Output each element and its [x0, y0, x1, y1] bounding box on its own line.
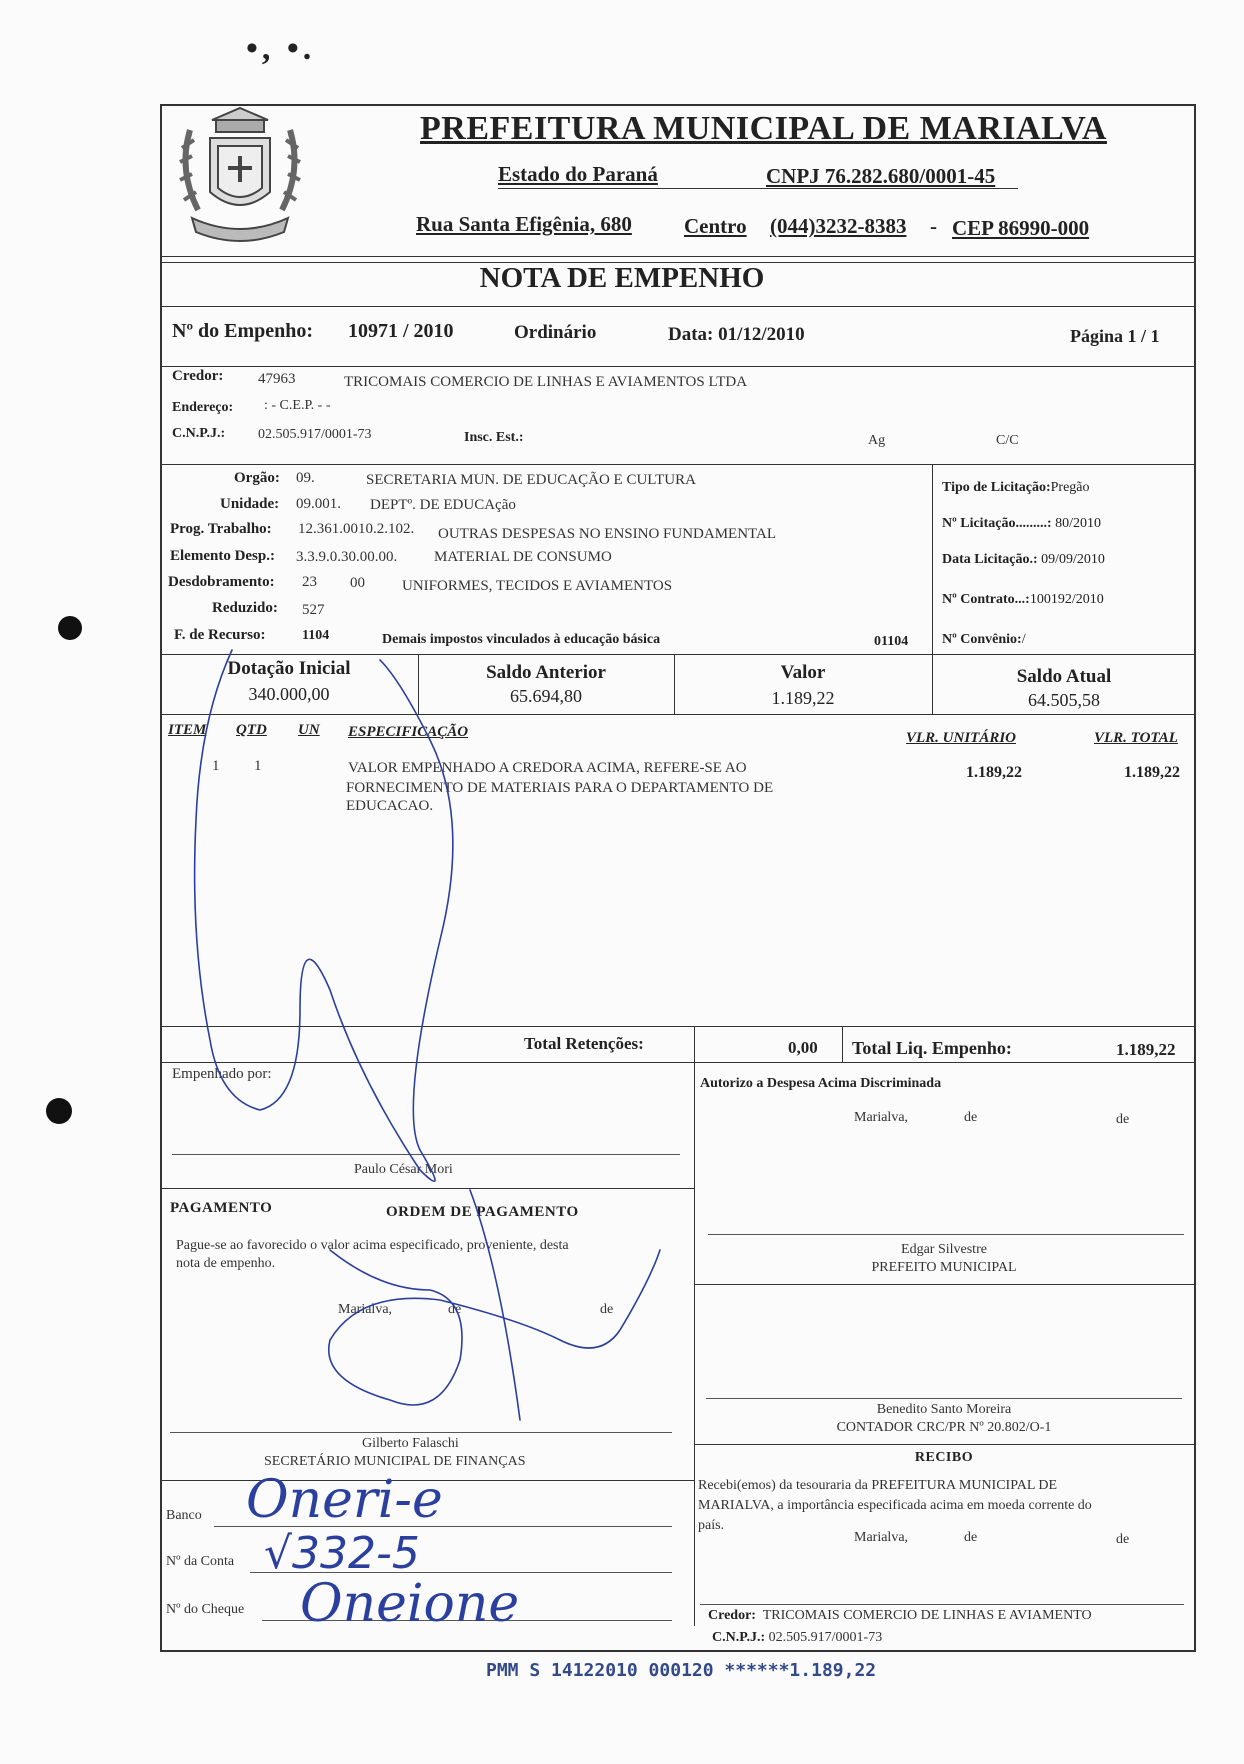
coat-of-arms: [168, 100, 312, 250]
ag-label: Ag: [868, 433, 886, 448]
empenho-date: Data: 01/12/2010: [668, 324, 805, 345]
finance-name: Gilberto Falaschi: [362, 1436, 459, 1451]
retencoes-label: Total Retenções:: [524, 1034, 644, 1053]
address-label: Endereço:: [172, 400, 234, 415]
empenhado-name: Paulo César Mori: [354, 1162, 453, 1177]
item-spec-line1: VALOR EMPENHADO A CREDORA ACIMA, REFERE-SE AO: [348, 760, 747, 776]
liq-label: Total Liq. Empenho:: [852, 1038, 1012, 1058]
pague-line1: Pague-se ao favorecido o valor acima especificado, proveniente, desta: [176, 1238, 569, 1253]
scan-marks: •, •.: [246, 30, 316, 67]
recibo-credor: Credor: TRICOMAIS COMERCIO DE LINHAS E AVIAMENTO: [708, 1608, 1092, 1623]
document-title: NOTA DE EMPENHO: [479, 262, 765, 294]
empenho-label: Nº do Empenho:: [172, 320, 314, 342]
cc-label: C/C: [996, 433, 1019, 448]
pague-line2: nota de empenho.: [176, 1256, 276, 1271]
retencoes-value: 0,00: [788, 1038, 818, 1057]
reduzido-value: 527: [302, 602, 325, 618]
dotacao-label: Dotação Inicial: [227, 658, 351, 679]
autorizo-de2: de: [1116, 1112, 1130, 1127]
autorizo-place: Marialva,: [854, 1110, 909, 1125]
header-title: PREFEITURA MUNICIPAL DE MARIALVA: [420, 110, 1107, 147]
header-separator: -: [930, 214, 937, 238]
num-licitacao: Nº Licitação.........: 80/2010: [942, 516, 1101, 531]
recibo-de1: de: [964, 1530, 978, 1545]
saldo-anterior-value: 65.694,80: [510, 686, 582, 706]
recibo-line3: país.: [698, 1518, 725, 1533]
mayor-name: Edgar Silvestre: [901, 1242, 987, 1257]
dotacao-value: 340.000,00: [248, 684, 330, 704]
desdobramento-code1: 23: [302, 574, 317, 590]
col-vlr-unitario: VLR. UNITÁRIO: [906, 730, 1017, 746]
accountant-title: CONTADOR CRC/PR Nº 20.802/O-1: [836, 1420, 1052, 1435]
data-licitacao: Data Licitação.: 09/09/2010: [942, 552, 1105, 567]
elemento-label: Elemento Desp.:: [170, 548, 275, 564]
saldo-anterior-label: Saldo Anterior: [486, 662, 606, 683]
col-un: UN: [298, 722, 320, 738]
liq-value: 1.189,22: [1116, 1040, 1176, 1059]
orgao-label: Orgão:: [234, 470, 280, 486]
handwritten-cheque: Oneione: [300, 1574, 520, 1634]
header-phone: (044)3232-8383: [770, 214, 907, 238]
header-state: Estado do Paraná: [498, 162, 658, 186]
recibo-line1: Recebi(emos) da tesouraria da PREFEITURA MUNICIPAL DE: [698, 1478, 1058, 1493]
item-spec-line3: EDUCACAO.: [346, 798, 434, 814]
header-cep: CEP 86990-000: [952, 216, 1090, 240]
handwritten-conta: √332-5: [264, 1528, 420, 1579]
saldo-atual-value: 64.505,58: [1028, 690, 1100, 710]
recurso-code: 1104: [302, 628, 330, 643]
item-number: 1: [212, 758, 220, 774]
ordem-label: ORDEM DE PAGAMENTO: [386, 1204, 579, 1220]
punch-hole-bottom: [46, 1098, 72, 1124]
col-especificacao: ESPECIFICAÇÃO: [348, 724, 469, 740]
punch-hole-top: [58, 616, 82, 640]
unidade-label: Unidade:: [220, 496, 280, 512]
reduzido-label: Reduzido:: [212, 600, 278, 616]
orgao-name: SECRETARIA MUN. DE EDUCAÇÃO E CULTURA: [366, 472, 696, 488]
col-qtd: QTD: [236, 722, 267, 738]
credor-label: Credor:: [172, 368, 224, 384]
saldo-atual-label: Saldo Atual: [1016, 666, 1112, 687]
handwritten-banco: Oneri-e: [246, 1470, 443, 1530]
autorizo-de1: de: [964, 1110, 978, 1125]
empenho-number: 10971 / 2010: [348, 320, 454, 342]
mayor-title: PREFEITO MUNICIPAL: [871, 1260, 1017, 1275]
desdobramento-code2: 00: [350, 575, 365, 591]
prog-name: OUTRAS DESPESAS NO ENSINO FUNDAMENTAL: [438, 526, 776, 542]
recurso-name: Demais impostos vinculados à educação básica: [382, 632, 661, 647]
header-cnpj: CNPJ 76.282.680/0001-45: [766, 164, 996, 188]
insc-label: Insc. Est.:: [464, 430, 524, 445]
tipo-licitacao: Tipo de Licitação:Pregão: [942, 480, 1090, 495]
prog-code: 12.361.0010.2.102.: [298, 521, 415, 537]
empenho-page: Página 1 / 1: [1070, 326, 1160, 346]
credor-cnpj-label: C.N.P.J.:: [172, 426, 226, 441]
item-unit-value: 1.189,22: [966, 764, 1022, 781]
banco-label: Banco: [166, 1508, 202, 1523]
item-spec-line2: FORNECIMENTO DE MATERIAIS PARA O DEPARTAMENTO DE: [346, 780, 774, 796]
recurso-extra: 01104: [874, 634, 909, 649]
elemento-name: MATERIAL DE CONSUMO: [434, 549, 612, 565]
recibo-de2: de: [1116, 1532, 1130, 1547]
ordem-de1: de: [448, 1302, 462, 1317]
footer-print: PMM S 14122010 000120 ******1.189,22: [486, 1660, 877, 1681]
recibo-title: RECIBO: [914, 1450, 974, 1465]
header-street: Rua Santa Efigênia, 680: [416, 212, 632, 236]
contrato: Nº Contrato...:100192/2010: [942, 592, 1104, 607]
recibo-place: Marialva,: [854, 1530, 909, 1545]
ordem-de2: de: [600, 1302, 614, 1317]
accountant-name: Benedito Santo Moreira: [876, 1402, 1012, 1417]
convenio: Nº Convênio:/: [942, 632, 1026, 647]
recibo-line2: MARIALVA, a importância especificada acima em moeda corrente do: [698, 1498, 1092, 1513]
valor-value: 1.189,22: [771, 688, 835, 708]
item-total-value: 1.189,22: [1124, 764, 1180, 781]
elemento-code: 3.3.9.0.30.00.00.: [296, 549, 398, 565]
valor-label: Valor: [780, 662, 826, 683]
prog-label: Prog. Trabalho:: [170, 521, 272, 537]
credor-name: TRICOMAIS COMERCIO DE LINHAS E AVIAMENTOS LTDA: [344, 374, 748, 390]
credor-code: 47963: [258, 371, 296, 387]
conta-label: Nº da Conta: [166, 1554, 235, 1569]
empenhado-label: Empenhado por:: [172, 1066, 272, 1082]
autorizo-label: Autorizo a Despesa Acima Discriminada: [700, 1076, 942, 1091]
coat-of-arms-icon: [168, 100, 312, 250]
header-district: Centro: [684, 214, 747, 238]
col-item: ITEM: [168, 722, 207, 738]
empenho-type: Ordinário: [514, 322, 597, 343]
unidade-code: 09.001.: [296, 496, 341, 512]
orgao-code: 09.: [296, 470, 315, 486]
recurso-label: F. de Recurso:: [174, 627, 266, 643]
cheque-label: Nº do Cheque: [166, 1602, 245, 1617]
address-value: : - C.E.P. - -: [264, 398, 331, 413]
desdobramento-label: Desdobramento:: [168, 574, 275, 590]
unidade-name: DEPTº. DE EDUCAção: [370, 497, 516, 513]
finance-title: SECRETÁRIO MUNICIPAL DE FINANÇAS: [264, 1454, 526, 1469]
ordem-place: Marialva,: [338, 1302, 393, 1317]
desdobramento-name: UNIFORMES, TECIDOS E AVIAMENTOS: [402, 578, 673, 594]
credor-cnpj-value: 02.505.917/0001-73: [258, 427, 372, 442]
recibo-cnpj: C.N.P.J.: 02.505.917/0001-73: [712, 1630, 883, 1645]
pagamento-label: PAGAMENTO: [170, 1200, 273, 1216]
item-qtd: 1: [254, 758, 262, 774]
col-vlr-total: VLR. TOTAL: [1094, 730, 1178, 746]
